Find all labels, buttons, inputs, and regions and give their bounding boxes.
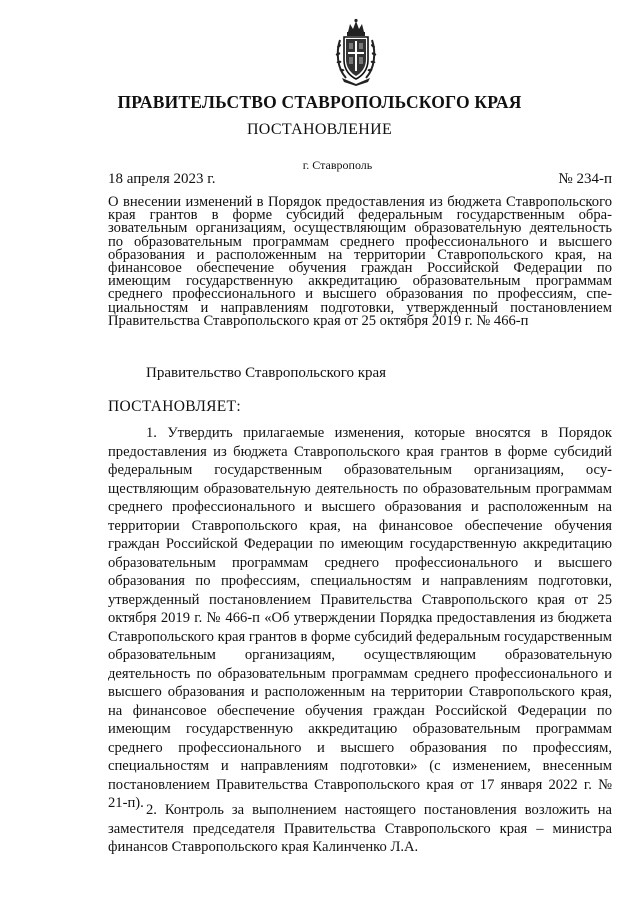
- city: г. Ставрополь: [302, 158, 373, 172]
- paragraph-2: 2. Контроль за выполнением настоящего постановления возложить на заместителя председателя Правительства Ставропольского края – министра финансов Ставропольского края Калинченко Л.А.: [108, 802, 612, 855]
- document-subject: О внесении изменений в Порядок предоставления из бюджета Ставропольского края грантов в форме субсидий федеральным государственным образовательным организациям, осуществляющим образовательную деятельность по образовательным программам среднего профессионального и высшего образования и расположенным на территории Ставропольского края, на финансовое обеспечение обучения граждан Российской Федерации по имеющим государственную аккредитацию образовательным программам среднего профессионального и высшего образования по профессиям, специальностям и направлениям подготовки, утвержденный постановлением Правительства Ставропольского края от 25 октября 2019 г. № 466-п: [108, 194, 612, 329]
- document-number: № 234-п: [558, 171, 612, 187]
- document-type: ПОСТАНОВЛЕНИЕ: [246, 121, 393, 138]
- stavropol-coat-of-arms-icon: [334, 18, 378, 86]
- document-date: 18 апреля 2023 г.: [108, 171, 216, 187]
- paragraph-1: 1. Утвердить прилагаемые изменения, которые вносятся в Порядок предоставления из бюджета Ставропольского края грантов в форме субсидий федеральным государственным образовательным организациям, осуществляющим образовательную деятельность по образовательным программам среднего профессионального и высшего образования и расположенным на территории Ставропольского края, на финансовое обеспечение обучения граждан Российской Федерации по имеющим государственную аккредитацию образовательным программам среднего профессионального и высшего образования по профессиям, специальностям и направлениям подготовки, утвержденный постановлением Правительства Ставропольского края от 25 октября 2019 г. № 466-п «Об утверждении Порядка предоставления из бюджета Ставропольского края грантов в форме субсидий федеральным государственным образовательным организациям, осуществляющим образовательную деятельность по образовательным программам среднего профессионального и высшего образования и расположенным на территории Ставропольского края, на финансовое обеспечение обучения граждан Российской Федерации по имеющим государственную аккредитацию образовательным программам среднего профессионального и высшего образования по профессиям, специальностям и направлениям подготовки» (с изменением, внесенным постановлением Правительства Ставропольского края от 17 января 2022 г. № 21-п).: [108, 425, 612, 811]
- government-title: ПРАВИТЕЛЬСТВО СТАВРОПОЛЬСКОГО КРАЯ: [117, 92, 522, 112]
- resolves-heading: ПОСТАНОВЛЯЕТ:: [108, 398, 241, 415]
- government-line: Правительство Ставропольского края: [146, 365, 387, 381]
